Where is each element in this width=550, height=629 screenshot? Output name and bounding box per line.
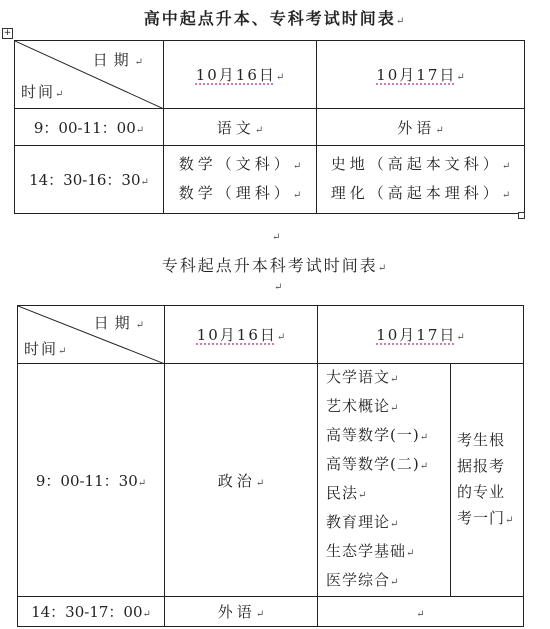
exam-table-1 (14, 40, 525, 214)
time-cell: 9：00-11：00↵ (15, 109, 164, 146)
elective-subject-list (318, 364, 451, 597)
date-column-header: 10月16日↵ (164, 41, 317, 109)
list-item: 大学语文↵ (326, 368, 400, 386)
subject-cell: 外语↵ (317, 109, 525, 146)
time-cell: 14：30-17：00↵ (18, 597, 165, 627)
header-diagonal-cell (15, 41, 164, 109)
list-item: 民法↵ (326, 484, 368, 502)
table1-title: 高中起点升本、专科考试时间表↵ (143, 9, 407, 28)
subject-cell: 语文↵ (164, 109, 317, 146)
subject-cell: 外语↵ (165, 597, 318, 627)
paragraph-mark: ↵ (274, 282, 283, 293)
list-item: 医学综合↵ (326, 571, 400, 589)
date-column-header: 10月17日↵ (318, 306, 524, 364)
header-diagonal-cell (18, 306, 165, 364)
time-cell: 14：30-16：30↵ (15, 146, 164, 214)
exam-note-cell: 考生根 据报考 的专业 考一门↵ (451, 364, 524, 597)
list-item: 教育理论↵ (326, 513, 400, 531)
list-item: 高等数学(二)↵ (326, 455, 430, 473)
date-column-header: 10月16日↵ (165, 306, 318, 364)
header-date-label: 日期↵ (92, 51, 149, 69)
subject-cell: 史地（高起本文科）↵ 理化（高起本理科）↵ (317, 146, 525, 214)
header-time-label: 时间↵ (21, 83, 66, 101)
date-column-header: 10月17日↵ (317, 41, 525, 109)
time-cell: 9：00-11：30↵ (18, 364, 165, 597)
subject-cell: ↵ (318, 597, 524, 627)
header-time-label: 时间↵ (24, 340, 69, 358)
paragraph-mark: ↵ (272, 232, 281, 243)
table-resize-handle[interactable] (518, 212, 525, 219)
subject-cell: 政治↵ (165, 364, 318, 597)
subject-cell: 数学（文科）↵ 数学（理科）↵ (164, 146, 317, 214)
header-date-label: 日期↵ (93, 314, 150, 332)
list-item: 生态学基础↵ (326, 542, 416, 560)
exam-table-2 (17, 305, 524, 627)
table-move-handle-icon[interactable]: + (3, 28, 12, 38)
table2-title: 专科起点升本科考试时间表↵ (161, 256, 389, 275)
list-item: 高等数学(一)↵ (326, 426, 430, 444)
list-item: 艺术概论↵ (326, 397, 400, 415)
